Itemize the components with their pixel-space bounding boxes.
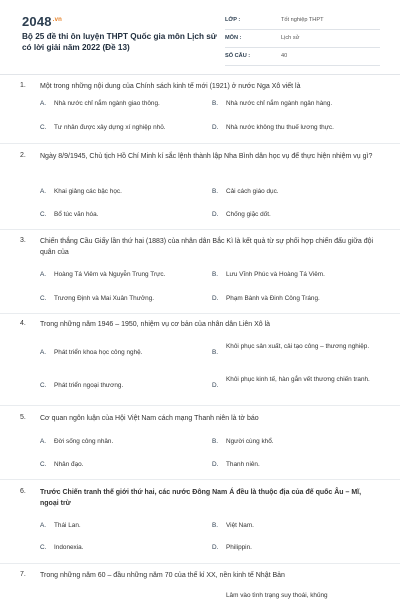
question-divider [0,479,400,480]
question-divider [0,229,400,230]
question-divider [0,405,400,406]
question-text: Trước Chiến tranh thế giới thứ hai, các nước Đông Nam Á đều là thuộc địa của đế quốc Âu – Mĩ, ngoại trừ [40,489,362,507]
meta-label: MÔN : [225,35,242,41]
meta-row-subject [225,30,380,48]
document-title: Bộ 25 đề thi ôn luyện THPT Quốc gia môn Lịch sử có lời giải năm 2022 (Đề 13) [22,32,217,52]
question-text: Trong những năm 1946 – 1950, nhiệm vụ cơ bản của nhân dân Liên Xô là [40,321,271,328]
question-number: 1. [20,82,26,89]
header-divider [0,74,400,75]
question-text: Một trong những nội dung của Chính sách kinh tế mới (1921) ở nước Nga Xô viết là [40,83,301,90]
question-divider [0,563,400,564]
site-logo[interactable]: $2048^{.vn}$ [22,14,63,29]
meta-value: Tốt nghiệp THPT [281,17,324,23]
question-number: 5. [20,414,26,421]
question-number: 2. [20,152,26,159]
question-number: 3. [20,237,26,244]
question-number: 7. [20,571,26,578]
meta-label: SỐ CÂU : [225,53,251,59]
question-divider [0,143,400,144]
question-text: Chiến thắng Cầu Giấy lần thứ hai (1883) của nhân dân Bắc Kì là kết quả từ sự phối hợp chiến đấu giữa đội quân của [40,238,374,256]
meta-value: Lịch sử [281,35,300,41]
question-text: Ngày 8/9/1945, Chủ tịch Hồ Chí Minh kí sắc lệnh thành lập Nha Bình dân học vụ để thực hiện nhiệm vụ gì? [40,153,373,160]
question-number: 6. [20,488,26,495]
exam-page: $2048^{.vn}$ Bộ 25 đề thi ôn luyện THPT Quốc gia môn Lịch sử có lời giải năm 2022 (Đề 13) LỚP : Tốt nghiệp THPT MÔN : Lịch sử SỐ CÂU : 40 1. Một trong những nội dung của Chính sách kinh tế mới (1921) ở nước Nga Xô viết là A. Nhà nước chỉ nắm ngành giao thông. B. Nhà nước chỉ nắm ngành ngân hàng. C. Tư nhân được xây dựng xí nghiệp nhỏ. D. Nhà nước không thu thuế lương thực. 2. Ngày 8/9/1945, Chủ tịch Hồ Chí Minh kí sắc lệnh thành lập Nha Bình dân học vụ để thực hiện nhiệm vụ gì? A. Khai giảng các bậc học. B. Cải cách giáo dục. C. Bổ túc văn hóa. D. Chống giặc dốt. 3. Chiến thắng Cầu Giấy lần thứ hai (1883) của nhân dân Bắc Kì là kết quả từ sự phối hợp chiến đấu giữa đội quân của A. Hoàng Tá Viêm và Nguyễn Trung Trực. B. Lưu Vĩnh Phúc và Hoàng Tá Viêm. C. Trương Định và Mai Xuân Thưởng. D. Phạm Bành và Đinh Công Tráng. 4. Trong những năm 1946 – 1950, nhiệm vụ cơ bản của nhân dân Liên Xô là A. Phát triển khoa học công nghệ. B. Khôi phục sản xuất, cải tạo công – thương nghiệp. C. Phát triển ngoại thương. D. Khôi phục kinh tế, hàn gắn vết thương chiến tranh. 5. Cơ quan ngôn luận của Hội Việt Nam cách mạng Thanh niên là tờ báo A. Đời sống công nhân. B. Người cùng khổ. C. Nhân đạo. D. Thanh niên. 6. Trước Chiến tranh thế giới thứ hai, các nước Đông Nam Á đều là thuộc địa của đế quốc Âu – Mĩ, ngoại trừ A. Thái Lan. B. Việt Nam. C. Indonexia. D. Philippin. 7. Trong những năm 60 – đầu những năm 70 của thế kỉ XX, nền kinh tế Nhật Bản Lâm vào tình trạng suy thoái, khủng [0,0,400,600]
meta-value: 40 [281,53,288,59]
question-number: 4. [20,320,26,327]
meta-label: LỚP : [225,17,241,23]
page-header [0,0,400,72]
question-divider [0,313,400,314]
meta-row-grade [225,12,380,30]
exam-meta [225,12,380,66]
meta-row-count [225,48,380,66]
question-text: Cơ quan ngôn luận của Hội Việt Nam cách mạng Thanh niên là tờ báo [40,415,259,422]
question-text: Trong những năm 60 – đầu những năm 70 của thế kỉ XX, nền kinh tế Nhật Bản [40,572,285,579]
